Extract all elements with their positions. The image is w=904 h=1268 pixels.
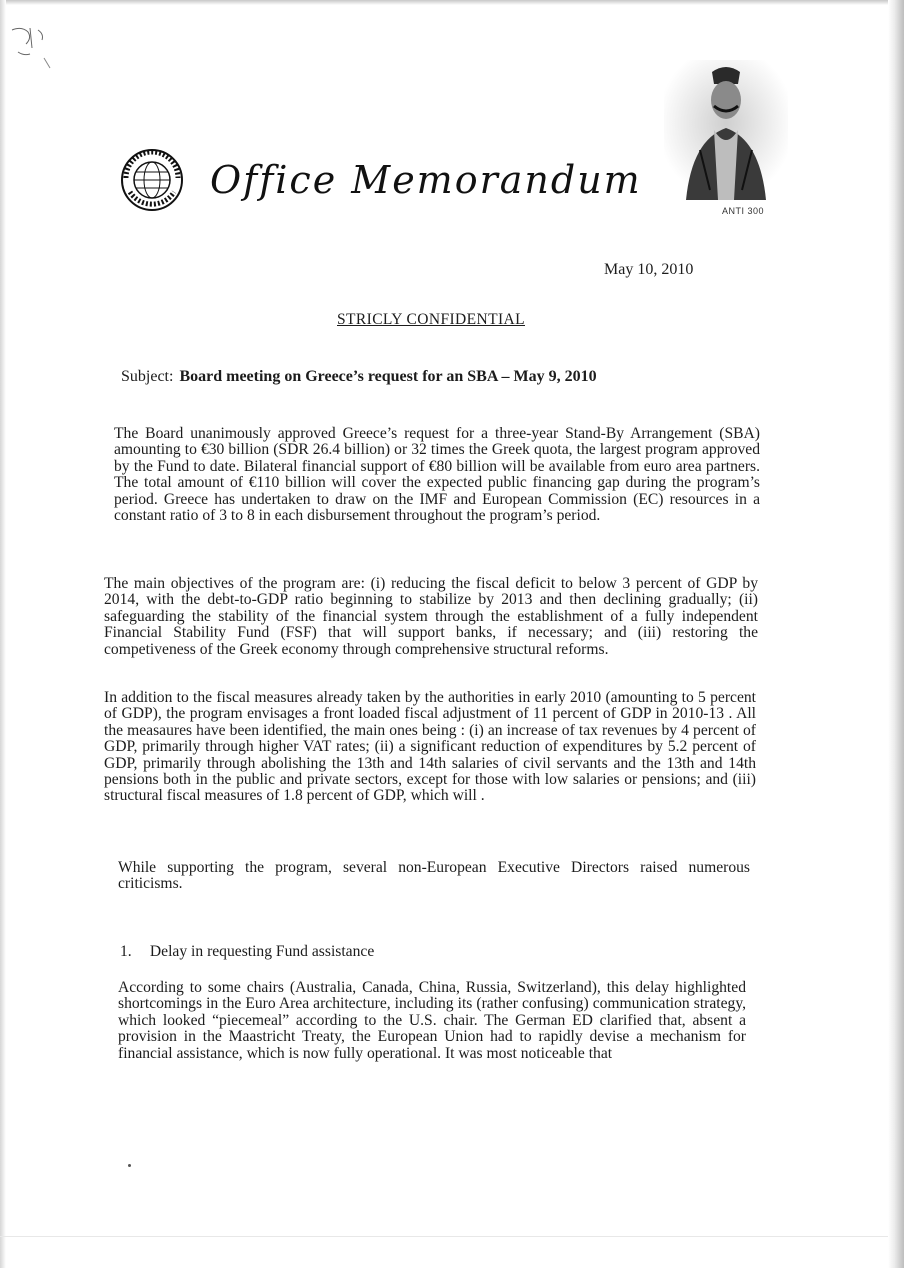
section-heading <box>120 943 374 961</box>
portrait-caption: ANTI 300 <box>722 206 765 216</box>
subject-line <box>121 368 597 386</box>
scan-edge-left <box>0 0 6 1268</box>
subject-text: Board meeting on Greece’s request for an SBA – May 9, 2010 <box>179 368 597 385</box>
paragraph-delay: According to some chairs (Australia, Canada, China, Russia, Switzerland), this delay highlighted shortcomings in the Euro Area architecture, including its (rather confusing) communication strategy, which looked “piecemeal” according to the U.S. chair. The German ED clarified that, absent a provision in the Maastricht Treaty, the European Union had to rapidly devise a mechanism for financial assistance, which is now fully operational. It was most noticeable that <box>118 979 746 1062</box>
paragraph-approval: The Board unanimously approved Greece’s request for a three-year Stand-By Arrangement (SBA) amounting to €30 billion (SDR 26.4 billion) or 32 times the Greek quota, the largest program approved by the Fund to date. Bilateral financial support of €80 billion will be available from euro area partners. The total amount of €110 billion will cover the expected public financing gap during the program’s period. Greece has undertaken to draw on the IMF and European Commission (EC) resources in a constant ratio of 3 to 8 in each disbursement throughout the program’s period. <box>114 425 760 525</box>
portrait-engraving <box>664 60 788 200</box>
section-number: 1. <box>120 943 132 960</box>
margin-scribble <box>8 18 68 78</box>
memo-date: May 10, 2010 <box>604 261 694 278</box>
paragraph-criticisms: While supporting the program, several non-European Executive Directors raised numerous criticisms. <box>118 859 750 893</box>
memo-title: Office Memorandum <box>210 158 642 202</box>
scan-edge-right <box>888 0 904 1268</box>
subject-label: Subject: <box>121 368 174 385</box>
imf-seal-icon <box>120 148 184 212</box>
classification-heading: STRICLY CONFIDENTIAL <box>337 311 525 328</box>
paragraph-fiscal-measures: In addition to the fiscal measures already taken by the authorities in early 2010 (amounting to 5 percent of GDP), the program envisages a front loaded fiscal adjustment of 11 percent of GDP in 2010-13 . All the measaures have been identified, the main ones being : (i) an increase of tax revenues by 4 percent of GDP, primarily through higher VAT rates; (ii) a significant reduction of expenditures by 5.2 percent of GDP, primarily through abolishing the 13th and 14th salaries of civil servants and the 13th and 14th pensions both in the public and private sectors, except for those with low salaries or pensions; and (iii) structural fiscal measures of 1.8 percent of GDP, which will . <box>104 689 756 805</box>
section-title: Delay in requesting Fund assistance <box>149 943 375 960</box>
scan-fold-line <box>0 1236 888 1237</box>
memo-header <box>120 148 660 220</box>
scan-speck <box>128 1164 131 1167</box>
paragraph-objectives: The main objectives of the program are: (i) reducing the fiscal deficit to below 3 percent of GDP by 2014, with the debt-to-GDP ratio beginning to stabilize by 2013 and then declining gradually; (ii) safeguarding the stability of the financial system through the establishment of a fully independent Financial Stability Fund (FSF) that will support banks, if necessary; and (iii) restoring the competiveness of the Greek economy through comprehensive structural reforms. <box>104 575 758 658</box>
scan-edge-top <box>0 0 904 5</box>
